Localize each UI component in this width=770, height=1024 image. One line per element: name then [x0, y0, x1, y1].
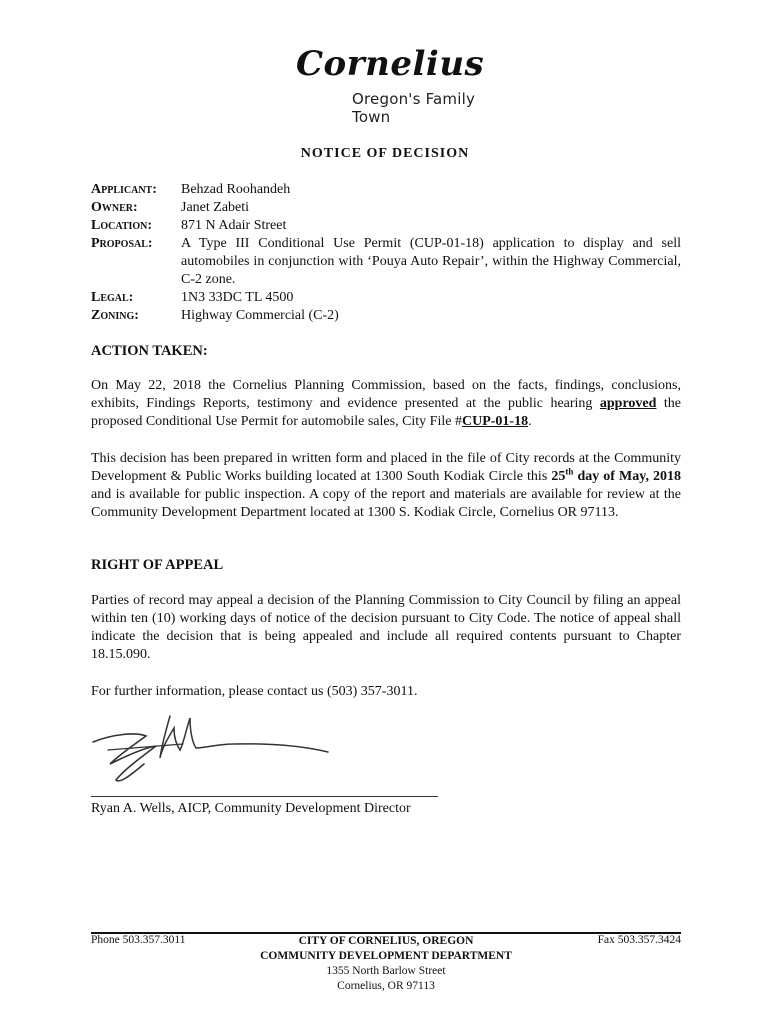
field-value: Highway Commercial (C-2): [181, 308, 339, 323]
document-title: NOTICE OF DECISION: [300, 146, 470, 161]
field-label: Applicant:: [91, 182, 157, 197]
decision-date: day of May, 2018: [577, 469, 682, 484]
approved-text: approved: [599, 396, 657, 411]
field-label: Owner:: [91, 200, 138, 215]
footer-department: COMMUNITY DEVELOPMENT DEPARTMENT: [260, 950, 512, 962]
footer-city-state: Cornelius, OR 97113: [337, 980, 435, 992]
decision-text-a: This decision has been prepared in written form and placed in the file of City records at the Community Development & Public Works building located at 1300 South Kodiak Circle this: [91, 451, 681, 484]
field-label: Location:: [91, 218, 153, 233]
decision-text-b: and is available for public inspection. A copy of the report and materials are available for review at the Community Development Department located at 1300 S. Kodiak Circle, Cornelius OR 97113.: [91, 487, 681, 520]
field-legal: [91, 289, 681, 307]
field-label: Zoning:: [91, 308, 139, 323]
director-signature: [88, 708, 338, 788]
appeal-heading: RIGHT OF APPEAL: [91, 557, 224, 573]
footer-address-block: [91, 934, 681, 994]
action-text-b: the proposed Conditional Use Permit for automobile sales, City File #: [91, 396, 681, 429]
field-label: Proposal:: [91, 236, 153, 251]
field-zoning: [91, 307, 681, 325]
field-value: 871 N Adair Street: [181, 218, 287, 233]
logo-name: Cornelius: [296, 44, 485, 84]
field-proposal: [91, 235, 681, 289]
field-value: A Type III Conditional Use Permit (CUP-01-18) application to display and sell automobiles in conjunction with ‘Pouya Auto Repair’, within the Highway Commercial, C-2 zone.: [181, 236, 681, 287]
decision-day-suffix: th: [565, 466, 574, 477]
case-fields: [91, 181, 681, 325]
field-value: Behzad Roohandeh: [181, 182, 291, 197]
footer-fax: Fax 503.357.3424: [597, 934, 681, 946]
field-location: [91, 217, 681, 235]
contact-text: For further information, please contact us (503) 357-3011.: [91, 684, 418, 699]
action-paragraph: [91, 377, 681, 431]
footer-phone: Phone 503.357.3011: [91, 934, 186, 946]
decision-day: 25: [551, 469, 566, 484]
field-label: Legal:: [91, 290, 134, 305]
logo-tagline: Oregon's Family Town: [352, 90, 476, 126]
field-value: Janet Zabeti: [181, 200, 250, 215]
appeal-paragraph: Parties of record may appeal a decision of the Planning Commission to City Council by filing an appeal within ten (10) working days of notice of the decision pursuant to City Code. The notice of appeal shall indicate the decision that is being appealed and include all required contents pursuant to Chapter 18.15.090.: [91, 593, 681, 662]
field-applicant: [91, 181, 681, 199]
footer-street: 1355 North Barlow Street: [326, 965, 446, 977]
footer-city: CITY OF CORNELIUS, OREGON: [298, 935, 474, 947]
action-text-c: .: [528, 414, 532, 429]
city-logo: [296, 44, 486, 126]
signer-name: Ryan A. Wells, AICP, Community Development Director: [91, 801, 411, 816]
action-text-a: On May 22, 2018 the Cornelius Planning Commission, based on the facts, findings, conclusions, exhibits, Findings Reports, testimony and evidence presented at the public hearing: [91, 378, 681, 411]
decision-paragraph: [91, 450, 681, 522]
action-heading: ACTION TAKEN:: [91, 343, 208, 359]
field-value: 1N3 33DC TL 4500: [181, 290, 294, 305]
field-owner: [91, 199, 681, 217]
city-file-number: CUP-01-18: [461, 414, 529, 429]
signature-line: [91, 796, 438, 797]
